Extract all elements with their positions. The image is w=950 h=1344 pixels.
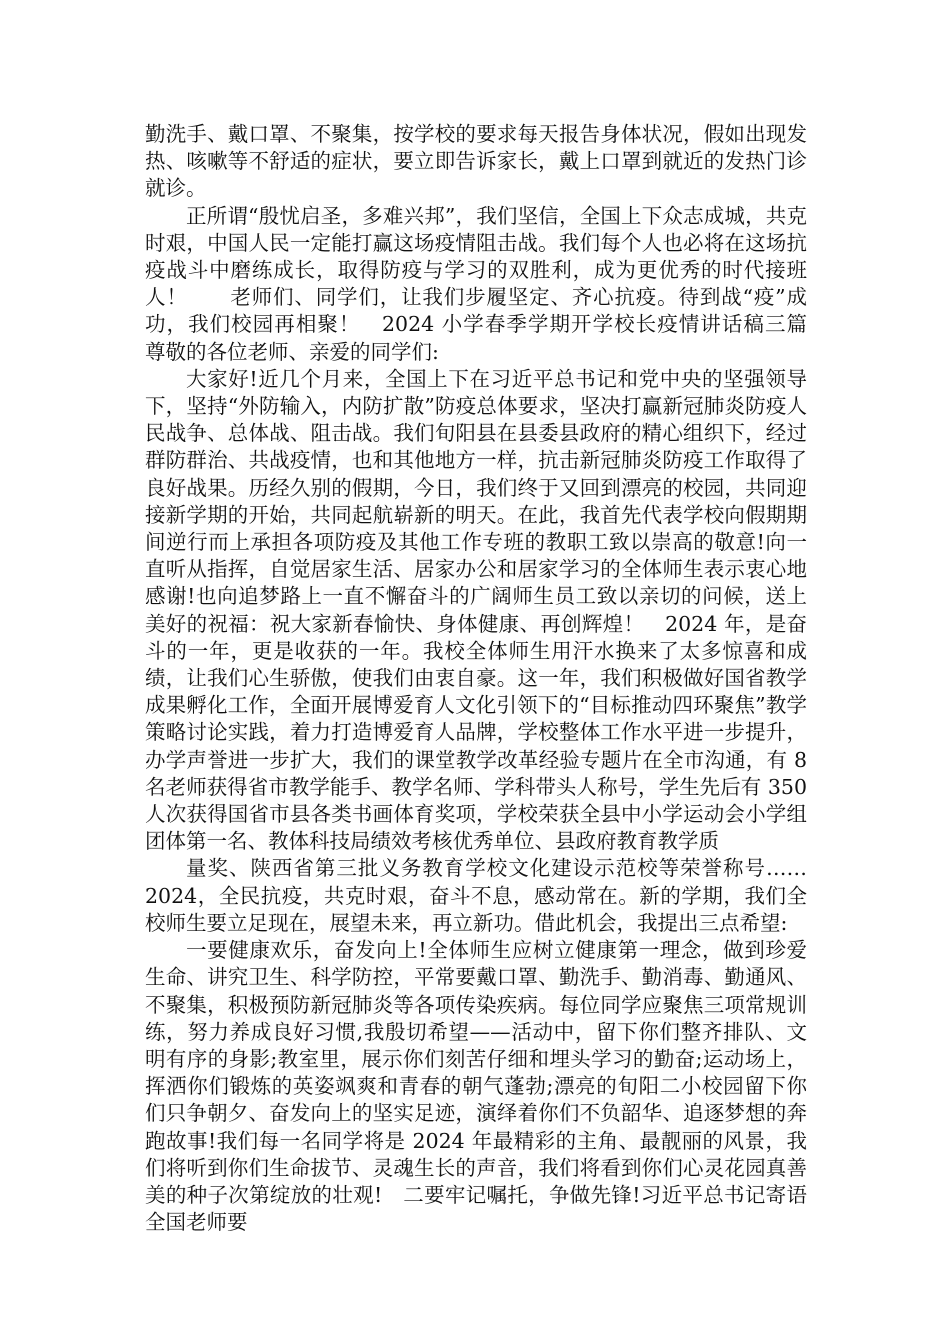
paragraph-4: 量奖、陕西省第三批义务教育学校文化建设示范校等荣誉称号…… 2024，全民抗疫，共克时艰，奋斗不息，感动常在。新的学期，我们全校师生要立足现在，展望未来，再立新功。借此机会，我提出三点希望: (145, 856, 828, 935)
paragraph-1: 勤洗手、戴口罩、不聚集，按学校的要求每天报告身体状况，假如出现发热、咳嗽等不舒适的症状，要立即告诉家长，戴上口罩到就近的发热门诊就诊。 (145, 122, 807, 201)
paragraph-3: 大家好!近几个月来，全国上下在习近平总书记和党中央的坚强领导下，坚持“外防输入，内防扩散”防疫总体要求，坚决打赢新冠肺炎防疫人民战争、总体战、阻击战。我们旬阳县在县委县政府的精心组织下，经过群防群治、共战疫情，也和其他地方一样，抗击新冠肺炎防疫工作取得了良好战果。历经久别的假期，今日，我们终于又回到漂亮的校园，共同迎接新学期的开始，共同起航崭新的明天。在此，我首先代表学校向假期期间逆行而上承担各项防疫及其他工作专班的教职工致以崇高的敬意!向一直听从指挥，自觉居家生活、居家办公和居家学习的全体师生表示衷心地感谢!也向追梦路上一直不懈奋斗的广阔师生员工致以亲切的问候，送上美好的祝福：祝大家新春愉快、身体健康、再创辉煌！ 2024 年，是奋斗的一年，更是收获的一年。我校全体师生用汗水换来了太多惊喜和成绩，让我们心生骄傲，使我们由衷自豪。这一年，我们积极做好国省教学成果孵化工作，全面开展博爱育人文化引领下的“目标推动四环聚焦”教学策略讨论实践，着力打造博爱育人品牌，学校整体工作水平进一步提升，办学声誉进一步扩大，我们的课堂教学改革经验专题片在全市沟通，有 8 名老师获得省市教学能手、教学名师、学科带头人称号，学生先后有 350 人次获得国省市县各类书画体育奖项，学校荣获全县中小学运动会小学组团体第一名、教体科技局绩效考核优秀单位、县政府教育教学质 (145, 366, 807, 854)
paragraph-2: 正所谓“殷忧启圣，多难兴邦”，我们坚信，全国上下众志成城，共克时艰，中国人民一定能打赢这场疫情阻击战。我们每个人也必将在这场抗疫战斗中磨练成长，取得防疫与学习的双胜利，成为更优秀的时代接班人！ 老师们、同学们，让我们步履坚定、齐心抗疫。待到战“疫”成功，我们校园再相聚！ 2024 小学春季学期开学校长疫情讲话稿三篇 尊敬的各位老师、亲爱的同学们: (145, 203, 848, 364)
paragraph-5: 一要健康欢乐，奋发向上!全体师生应树立健康第一理念，做到珍爱生命、讲究卫生、科学防控，平常要戴口罩、勤洗手、勤消毒、勤通风、不聚集，积极预防新冠肺炎等各项传染疾病。每位同学应聚焦三项常规训练，努力养成良好习惯,我殷切希望——活动中，留下你们整齐排队、文明有序的身影;教室里，展示你们刻苦仔细和埋头学习的勤奋;运动场上，挥洒你们锻炼的英姿飒爽和青春的朝气蓬勃;漂亮的旬阳二小校园留下你们只争朝夕、奋发向上的坚实足迹，演绎着你们不负韶华、追逐梦想的奔跑故事!我们每一名同学将是 2024 年最精彩的主角、最靓丽的风景，我们将听到你们生命拔节、灵魂生长的声音，我们将看到你们心灵花园真善美的种子次第绽放的壮观! 二要牢记嘱托，争做先锋!习近平总书记寄语全国老师要 (145, 938, 807, 1235)
document-page (145, 121, 848, 1236)
